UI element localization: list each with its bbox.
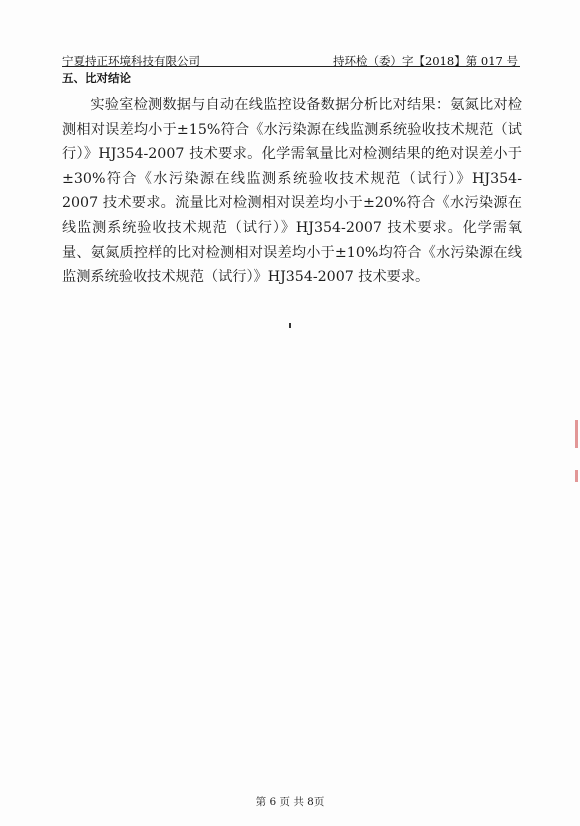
header-rule (62, 66, 520, 67)
scan-edge-mark (575, 470, 578, 482)
conclusion-paragraph: 实验室检测数据与自动在线监控设备数据分析比对结果：氨氮比对检测相对误差均小于±15%符合《水污染源在线监测系统验收技术规范（试行）》HJ354-2007 技术要求。化学需氧量比对检测结果的绝对误差小于±30%符合《水污染源在线监测系统验收技术规范（试行）》HJ354-2007 技术要求。流量比对检测相对误差均小于±20%符合《水污染源在线监测系统验收技术规范（试行）》HJ354-2007 技术要求。化学需氧量、氨氮质控样的比对检测相对误差均小于±10%均符合《水污染源在线监测系统验收技术规范（试行）》HJ354-2007 技术要求。 (62, 97, 522, 286)
scan-edge-mark (575, 420, 578, 448)
scan-speck (289, 323, 291, 328)
document-number: 持环检（委）字【2018】第 017 号 (332, 54, 518, 68)
page-footer: 第 6 页 共 8页 (255, 796, 325, 808)
section-title: 五、比对结论 (62, 71, 131, 85)
company-name: 宁夏持正环境科技有限公司 (62, 54, 200, 68)
